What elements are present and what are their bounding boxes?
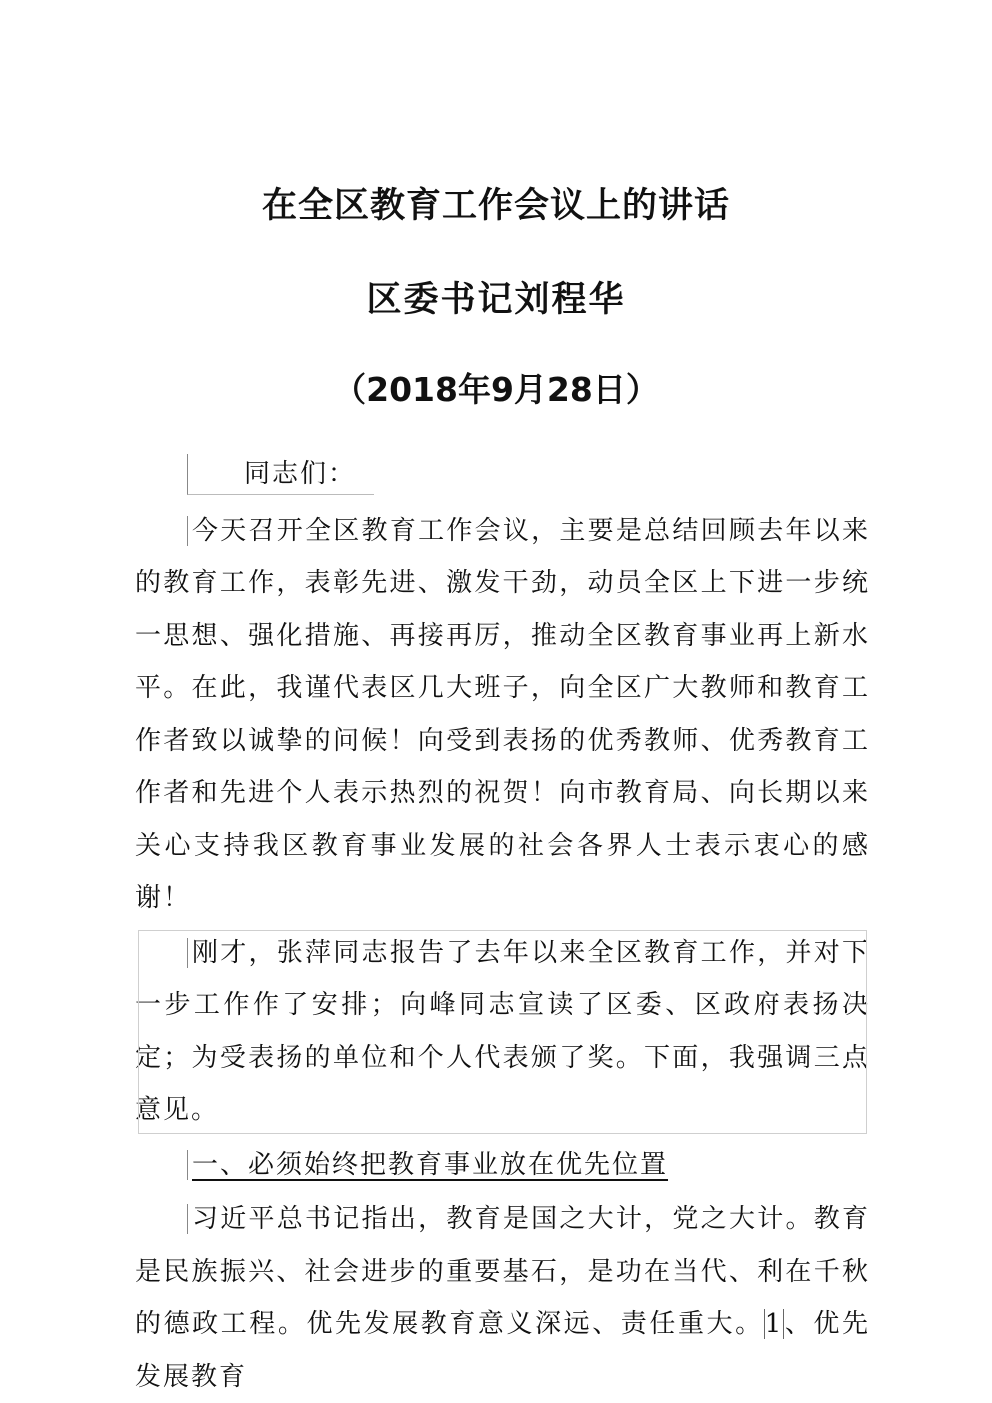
section-paragraph-text: 习近平总书记指出，教育是国之大计，党之大计。教育是民族振兴、社会进步的重要基石，是功在当代、利在千秋的德政工程。优先发展教育意义深远、责任重大。 xyxy=(135,1204,870,1339)
salutation: 同志们： xyxy=(187,454,374,495)
list-marker: 1 xyxy=(764,1309,784,1339)
date-line: （2018年9月28日） xyxy=(333,370,659,409)
paragraph-review-text: 刚才，张萍同志报告了去年以来全区教育工作，并对下一步工作作了安排；向峰同志宣读了区委、区政府表扬决定；为受表扬的单位和个人代表颁了奖。下面，我强调三点意见。 xyxy=(135,937,870,1125)
document-title: 在全区教育工作会议上的讲话 xyxy=(261,186,730,226)
salutation-paragraph xyxy=(135,448,870,501)
paragraph-review xyxy=(135,927,870,1137)
section-heading-text: 一、必须始终把教育事业放在优先位置 xyxy=(187,1150,668,1180)
document-body xyxy=(135,448,870,1403)
paragraph-opening-text: 今天召开全区教育工作会议，主要是总结回顾去年以来的教育工作，表彰先进、激发干劲，动员全区上下进一步统一思想、强化措施、再接再厉，推动全区教育事业再上新水平。在此，我谨代表区几大班子，向全区广大教师和教育工作者致以诚挚的问候！向受到表扬的优秀教师、优秀教育工作者和先进个人表示热烈的祝贺！向市教育局、向长期以来关心支持我区教育事业发展的社会各界人士表示衷心的感谢！ xyxy=(135,515,870,913)
paragraph-opening xyxy=(135,505,870,925)
section-paragraph xyxy=(135,1193,870,1403)
section-paragraph-tail: 、优先发展教育 xyxy=(135,1309,870,1392)
section-heading xyxy=(135,1139,870,1192)
author-line: 区委书记刘程华 xyxy=(366,280,626,320)
